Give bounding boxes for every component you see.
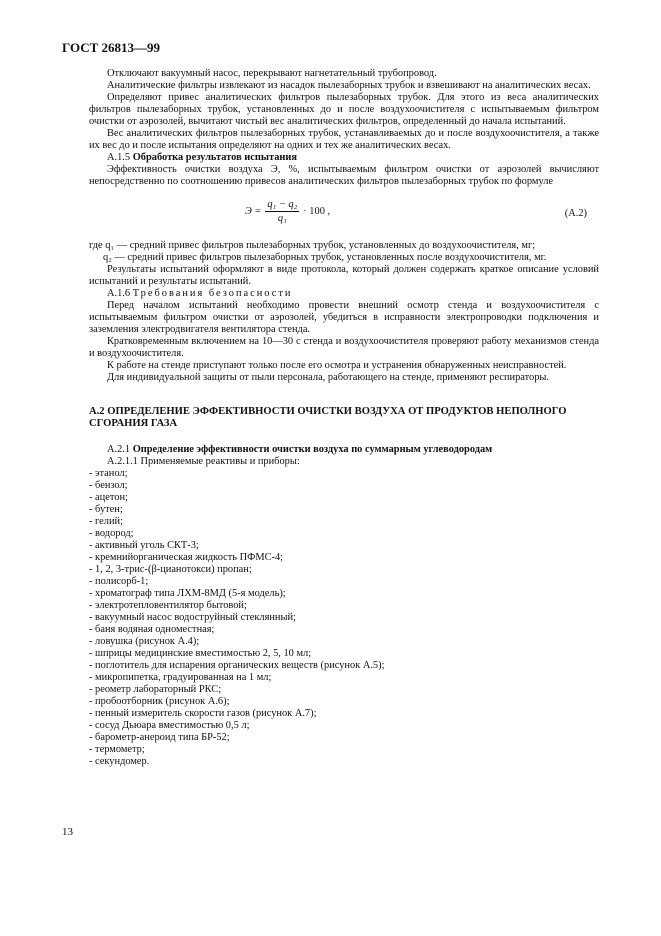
formula-rest: · 100 ,	[303, 205, 331, 217]
list-item: - термометр;	[89, 744, 145, 755]
paragraph: Определяют привес аналитических фильтров пылезаборных трубок. Для этого из веса аналитических фильтров пылезаборных трубок, установленных до и после воздухоочистителя с испытываемым фильтром очистки от аэрозолей, вычитают чистый вес аналитических фильтров, определенный до начала испытаний.	[89, 92, 599, 127]
document-header: ГОСТ 26813—99	[62, 40, 161, 55]
page-number: 13	[62, 826, 73, 838]
section-title: Обработка результатов испытания	[132, 152, 297, 163]
list-item: - баня водяная одноместная;	[89, 624, 215, 635]
list-item: - активный уголь СКТ-3;	[89, 540, 199, 551]
list-item: - ацетон;	[89, 492, 128, 503]
legend-item: где q₁ — средний привес фильтров пылезаборных трубок, установленных до воздухоочистителя, мг;	[89, 240, 536, 251]
paragraph: Результаты испытаний оформляют в виде протокола, который должен содержать краткое описание условий испытаний и результаты испытаний.	[89, 264, 599, 287]
list-item: - этанол;	[89, 468, 128, 479]
paragraph: Кратковременным включением на 10—30 с стенда и воздухоочистителя проверяют работу механизмов стенда и воздухоочистителя.	[89, 336, 599, 359]
document-body	[89, 68, 599, 768]
section-number: А.1.6	[107, 288, 131, 299]
list-item: - бензол;	[89, 480, 128, 491]
list-item: - вакуумный насос водоструйный стеклянный;	[89, 612, 296, 623]
formula-number: (А.2)	[564, 208, 587, 219]
list-item: - пробоотборник (рисунок А.6);	[89, 696, 230, 707]
section-number: А.1.5	[107, 152, 131, 163]
section-a15-heading	[89, 152, 599, 164]
equipment-list	[89, 468, 599, 768]
formula-numerator: q₁ − q₂	[267, 199, 298, 210]
section-a16-heading	[89, 288, 599, 300]
list-item: - сосуд Дьюара вместимостью 0,5 л;	[89, 720, 250, 731]
paragraph: К работе на стенде приступают только после его осмотра и устранения обнаруженных неисправностей.	[107, 360, 567, 371]
list-item: - пенный измеритель скорости газов (рисунок А.7);	[89, 708, 317, 719]
formula-lhs: Э =	[245, 205, 262, 217]
paragraph: Перед началом испытаний необходимо провести внешний осмотр стенда и воздухоочистителя с испытываемым фильтром очистки от аэрозолей, убедиться в исправности электропроводки подключения и заземления электродвигателя вентилятора стенда.	[89, 300, 599, 335]
list-item: - поглотитель для испарения органических веществ (рисунок А.5);	[89, 660, 385, 671]
section-number: А.2.1	[107, 444, 131, 455]
paragraph: Отключают вакуумный насос, перекрывают нагнетательный трубопровод.	[107, 68, 437, 79]
legend-item: q₂ — средний привес фильтров пылезаборных трубок, установленных после воздухоочистителя, мг.	[103, 252, 547, 263]
paragraph: Вес аналитических фильтров пылезаборных трубок, устанавливаемых до и после воздухоочистителя, а также их вес до и после испытания определяют на одних и тех же аналитических весах.	[89, 128, 599, 151]
list-item: - барометр-анероид типа БР-52;	[89, 732, 230, 743]
section-title: Требования безопасности	[132, 288, 293, 299]
formula-fraction	[265, 198, 299, 225]
list-item: - шприцы медицинские вместимостью 2, 5, 10 мл;	[89, 648, 312, 659]
paragraph: Для индивидуальной защиты от пыли персонала, работающего на стенде, применяют респираторы.	[107, 372, 549, 383]
list-item: - кремнийорганическая жидкость ПФМС-4;	[89, 552, 284, 563]
paragraph: А.2.1.1 Применяемые реактивы и приборы:	[107, 456, 300, 467]
list-item: - реометр лабораторный РКС;	[89, 684, 222, 695]
paragraph: Эффективность очистки воздуха Э, %, испытываемым фильтром очистки от аэрозолей вычисляют непосредственно по соотношению привесов аналитических фильтров пылезаборных трубок по формуле	[89, 164, 599, 187]
section-a2-title: А.2 ОПРЕДЕЛЕНИЕ ЭФФЕКТИВНОСТИ ОЧИСТКИ ВОЗДУХА ОТ ПРОДУКТОВ НЕПОЛНОГО СГОРАНИЯ ГАЗА	[89, 406, 567, 429]
list-item: - электротепловентилятор бытовой;	[89, 600, 247, 611]
formula-a2	[89, 198, 599, 232]
list-item: - ловушка (рисунок А.4);	[89, 636, 200, 647]
list-item: - микропипетка, градуированная на 1 мл;	[89, 672, 272, 683]
list-item: - полисорб-1;	[89, 576, 149, 587]
list-item: - гелий;	[89, 516, 123, 527]
list-item: - секундомер.	[89, 756, 150, 767]
formula-expression	[245, 198, 330, 225]
formula-denominator: q₁	[277, 213, 287, 224]
list-item: - хроматограф типа ЛХМ-8МД (5-я модель);	[89, 588, 286, 599]
list-item: - водород;	[89, 528, 134, 539]
section-a21-heading	[89, 444, 599, 456]
list-item: - бутен;	[89, 504, 123, 515]
section-title: Определение эффективности очистки воздуха по суммарным углеводородам	[132, 444, 493, 455]
list-item: - 1, 2, 3-трис-(β-цианотокси) пропан;	[89, 564, 252, 575]
paragraph: Аналитические фильтры извлекают из насадок пылезаборных трубок и взвешивают на аналитических весах.	[107, 80, 591, 91]
